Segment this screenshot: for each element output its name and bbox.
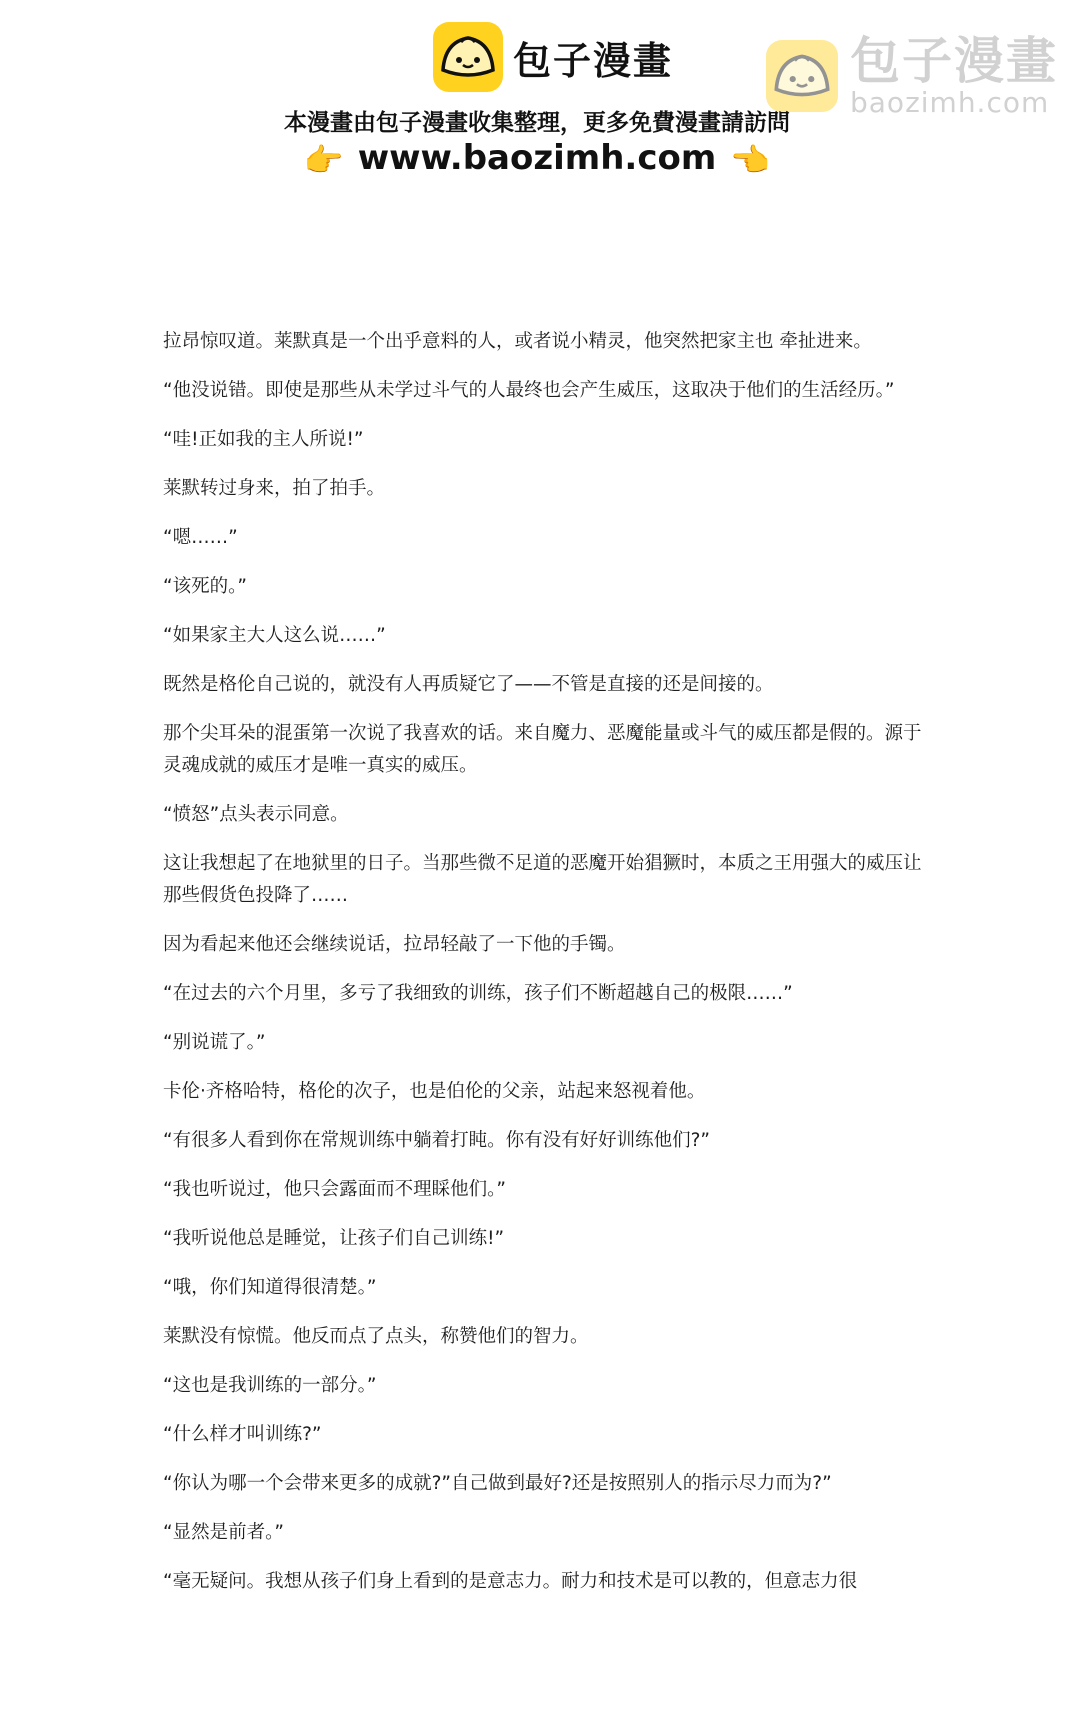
site-url-line: [0, 138, 1074, 179]
pointing-left-icon: 👈: [730, 140, 771, 179]
paragraph: “在过去的六个月里，多亏了我细致的训练，孩子们不断超越自己的极限……”: [163, 983, 793, 1004]
paragraph: “别说谎了。”: [163, 1032, 266, 1053]
paragraph: “毫无疑问。我想从孩子们身上看到的是意志力。耐力和技术是可以教的，但意志力很: [163, 1571, 858, 1592]
paragraph: “你认为哪一个会带来更多的成就?”自己做到最好?还是按照别人的指示尽力而为?”: [163, 1473, 832, 1494]
baozi-mascot-icon: [433, 22, 503, 92]
watermark-url: baozimh.com: [850, 86, 1050, 119]
paragraph: 这让我想起了在地狱里的日子。当那些微不足道的恶魔开始猖獗时，本质之王用强大的威压让那些假货色投降了……: [163, 853, 922, 906]
pointing-right-icon: 👉: [303, 140, 344, 179]
paragraph: “这也是我训练的一部分。”: [163, 1375, 377, 1396]
paragraph: 既然是格伦自己说的，就没有人再质疑它了——不管是直接的还是间接的。: [163, 674, 774, 695]
paragraph: “我听说他总是睡觉，让孩子们自己训练!”: [163, 1228, 505, 1249]
logo-text: 包子漫畫: [513, 38, 674, 83]
paragraph: 因为看起来他还会继续说话，拉昂轻敲了一下他的手镯。: [163, 934, 626, 955]
paragraph: “哦，你们知道得很清楚。”: [163, 1277, 377, 1298]
paragraph: “他没说错。即使是那些从未学过斗气的人最终也会产生威压，这取决于他们的生活经历。”: [163, 380, 895, 401]
paragraph: “我也听说过，他只会露面而不理睬他们。”: [163, 1179, 506, 1200]
paragraph: 拉昂惊叹道。莱默真是一个出乎意料的人，或者说小精灵，他突然把家主也 牵扯进来。: [163, 331, 872, 352]
chapter-text: [163, 326, 933, 1615]
paragraph: “该死的。”: [163, 576, 247, 597]
site-logo[interactable]: [433, 22, 673, 92]
paragraph: 卡伦·齐格哈特，格伦的次子，也是伯伦的父亲，站起来怒视着他。: [163, 1081, 706, 1102]
site-header: [0, 0, 1074, 200]
paragraph: 莱默没有惊慌。他反而点了点头，称赞他们的智力。: [163, 1326, 589, 1347]
tagline: 本漫畫由包子漫畫收集整理，更多免費漫畫請訪問: [284, 110, 790, 136]
paragraph: 那个尖耳朵的混蛋第一次说了我喜欢的话。来自魔力、恶魔能量或斗气的威压都是假的。源于灵魂成就的威压才是唯一真实的威压。: [163, 723, 922, 776]
paragraph: 莱默转过身来，拍了拍手。: [163, 478, 386, 499]
paragraph: “哇!正如我的主人所说!”: [163, 429, 364, 450]
paragraph: “愤怒”点头表示同意。: [163, 804, 349, 825]
paragraph: “如果家主大人这么说……”: [163, 625, 386, 646]
watermark-title: 包子漫畫: [850, 32, 1058, 90]
paragraph: “什么样才叫训练?”: [163, 1424, 322, 1445]
watermark-mascot-icon: [766, 40, 838, 112]
paragraph: “有很多人看到你在常规训练中躺着打盹。你有没有好好训练他们?”: [163, 1130, 710, 1151]
paragraph: “显然是前者。”: [163, 1522, 284, 1543]
site-url-link[interactable]: www.baozimh.com: [357, 138, 717, 178]
paragraph: “嗯……”: [163, 527, 238, 548]
